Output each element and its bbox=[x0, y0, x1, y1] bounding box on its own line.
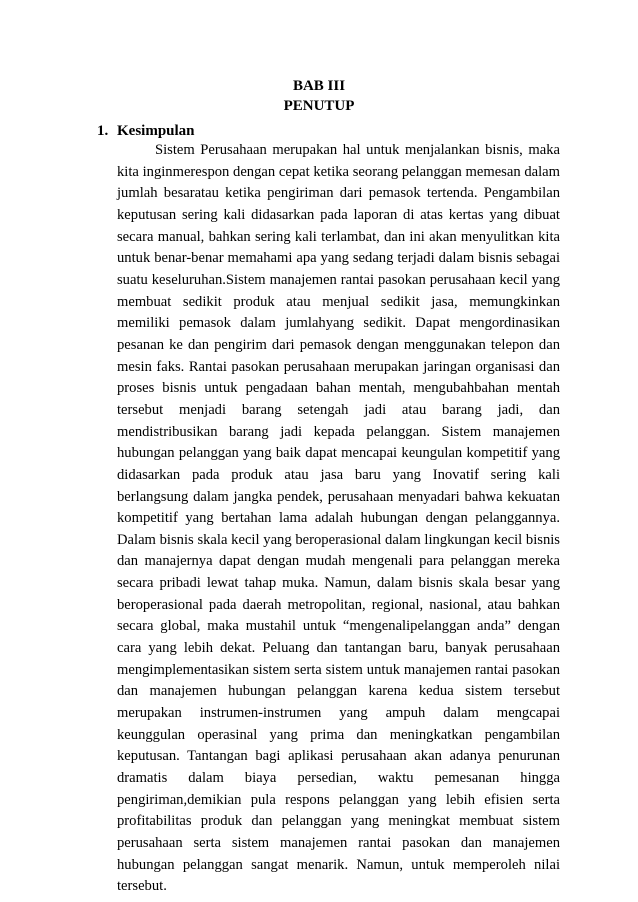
chapter-title bbox=[0, 96, 638, 116]
section-number: 1. bbox=[97, 123, 109, 139]
chapter-label bbox=[0, 76, 638, 96]
body-paragraph: Sistem Perusahaan merupakan hal untuk menjalankan bisnis, maka kita inginmerespon dengan cepat ketika seorang pelanggan memesan dalam jumlah besaratau ketika pengiriman dari pemasok tertenda. Pengambilan keputusan sering kali didasarkan pada laporan di atas kertas yang dibuat secara manual, bahkan sering kali terlambat, dan ini akan menyulitkan kita untuk benar-benar memahami apa yang sedang terjadi dalam bisnis sebagai suatu keseluruhan.Sistem manajemen rantai pasokan perusahaan kecil yang membuat sedikit produk atau menjual sedikit jasa, memungkinkan memiliki pemasok dalam jumlahyang sedikit. Dapat mengordinasikan pesanan ke dan pengirim dari pemasok dengan menggunakan telepon dan mesin faks. Rantai pasokan perusahaan merupakan jaringan organisasi dan proses bisnis untuk pengadaan bahan mentah, mengubahbahan mentah tersebut menjadi barang setengah jadi atau barang jadi, dan mendistribusikan barang jadi kepada pelanggan. Sistem manajemen hubungan pelanggan yang baik dapat mencapai keungulan kompetitif yang didasarkan pada produk atau jasa baru yang Inovatif sering kali berlangsung dalam jangka pendek, perusahaan menyadari bahwa kekuatan kompetitif yang bertahan lama adalah hubungan dengan pelanggannya. Dalam bisnis skala kecil yang beroperasional dalam lingkungan kecil bisnis dan manajernya dapat dengan mudah mengenali para pelanggan mereka secara pribadi lewat tahap muka. Namun, dalam bisnis skala besar yang beroperasional pada daerah metropolitan, regional, nasional, atau bahkan secara global, maka mustahil untuk “mengenalipelanggan anda” dengan cara yang lebih dekat. Peluang dan tantangan baru, banyak perusahaan mengimplementasikan sistem serta sistem untuk manajemen rantai pasokan dan manajemen hubungan pelanggan karena kedua sistem tersebut merupakan instrumen-instrumen yang ampuh dalam mengcapai keunggulan operasinal yang prima dan meningkatkan pengambilan keputusan. Tantangan bagi aplikasi perusahaan akan adanya penurunan dramatis dalam biaya persedian, waktu pemesanan hingga pengiriman,demikian pula respons pelanggan yang lebih efisien serta profitabilitas produk dan pelanggan yang meningkat membuat sistem perusahaan serta sistem manajemen rantai pasokan dan manajemen hubungan pelanggan sangat menarik. Namun, untuk memperoleh nilai tersebut. bbox=[117, 142, 560, 895]
section-title: Kesimpulan bbox=[117, 123, 195, 139]
section-heading bbox=[97, 121, 195, 141]
chapter-title-text: PENUTUP bbox=[283, 98, 355, 114]
chapter-label-text: BAB III bbox=[292, 78, 346, 94]
